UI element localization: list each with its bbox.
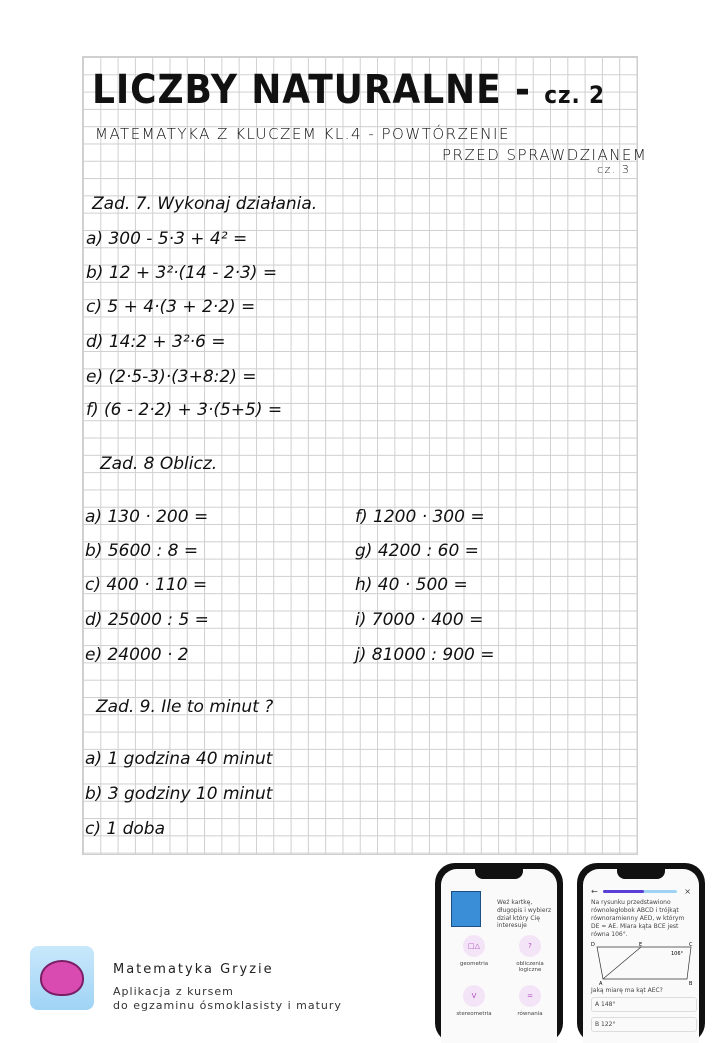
task9-item: c) 1 doba bbox=[85, 819, 166, 839]
svg-text:C: C bbox=[689, 942, 693, 948]
task8-heading: Zad. 8 Oblicz. bbox=[100, 454, 218, 474]
close-icon[interactable]: × bbox=[684, 887, 691, 896]
task8-item: g) 4200 : 60 = bbox=[355, 541, 479, 561]
parallelogram-figure bbox=[591, 941, 695, 985]
task8-item: c) 400 · 110 = bbox=[85, 575, 208, 595]
page-title: LICZBY NATURALNE - cz. 2 bbox=[92, 67, 605, 113]
question-prompt: Jaką miarę ma kąt AEC? bbox=[591, 987, 663, 994]
category-label[interactable]: stereometria bbox=[456, 1011, 492, 1017]
task7-item: e) (2·5-3)·(3+8:2) = bbox=[86, 367, 257, 387]
answer-option[interactable]: B 122° bbox=[591, 1017, 697, 1032]
task7-item: c) 5 + 4·(3 + 2·2) = bbox=[86, 297, 256, 317]
back-arrow-icon[interactable]: ← bbox=[591, 887, 598, 896]
task7-item: d) 14:2 + 3²·6 = bbox=[86, 332, 226, 352]
task8-item: i) 7000 · 400 = bbox=[355, 610, 484, 630]
logic-icon[interactable]: ? bbox=[519, 935, 541, 957]
task8-item: j) 81000 : 900 = bbox=[355, 645, 495, 665]
task9-heading: Zad. 9. Ile to minut ? bbox=[96, 697, 274, 717]
task7-item: a) 300 - 5·3 + 4² = bbox=[86, 229, 248, 249]
task8-item: a) 130 · 200 = bbox=[85, 507, 209, 527]
subtitle: MATEMATYKA Z KLUCZEM KL.4 - POWTÓRZENIE bbox=[95, 125, 510, 143]
task8-item: f) 1200 · 300 = bbox=[355, 507, 485, 527]
task8-item: h) 40 · 500 = bbox=[355, 575, 468, 595]
svg-text:A: A bbox=[599, 981, 603, 985]
task8-item: d) 25000 : 5 = bbox=[85, 610, 209, 630]
stereometry-icon[interactable]: V bbox=[463, 985, 485, 1007]
geometry-icon[interactable]: □△ bbox=[463, 935, 485, 957]
svg-text:E: E bbox=[639, 942, 643, 948]
notebook-icon bbox=[451, 891, 481, 927]
task9-item: a) 1 godzina 40 minut bbox=[85, 749, 273, 769]
svg-text:D: D bbox=[591, 942, 595, 948]
task7-item: b) 12 + 3²·(14 - 2·3) = bbox=[86, 263, 278, 283]
subtitle-part: cz. 3 bbox=[597, 163, 631, 176]
task7-heading: Zad. 7. Wykonaj działania. bbox=[92, 194, 318, 214]
answer-option[interactable]: A 148° bbox=[591, 997, 697, 1012]
task8-item: e) 24000 · 2 bbox=[85, 645, 189, 665]
brand-name: Matematyka Gryzie bbox=[113, 962, 274, 977]
category-label[interactable]: geometria bbox=[459, 961, 489, 967]
task9-item: b) 3 godziny 10 minut bbox=[85, 784, 273, 804]
phone-mockup-question bbox=[577, 863, 705, 1043]
question-text: Na rysunku przedstawiono równoległobok ABCD i trójkąt równoramienny AED, w którym DE = AE. Miara kąta BCE jest równa 106°. bbox=[591, 899, 685, 939]
category-label[interactable]: równania bbox=[517, 1011, 543, 1017]
tagline: Aplikacja z kursem bbox=[113, 985, 234, 998]
equations-icon[interactable]: = bbox=[519, 985, 541, 1007]
intro-text: Weź kartkę, długopis i wybierz dział który Cię interesuje bbox=[497, 899, 552, 930]
progress-bar bbox=[603, 890, 677, 893]
subtitle-2: PRZED SPRAWDZIANEM bbox=[442, 146, 648, 164]
app-logo bbox=[30, 946, 94, 1010]
task8-item: b) 5600 : 8 = bbox=[85, 541, 199, 561]
task7-item: f) (6 - 2·2) + 3·(5+5) = bbox=[86, 400, 283, 420]
svg-text:106°: 106° bbox=[671, 951, 684, 957]
category-label[interactable]: obliczenia logiczne bbox=[516, 961, 544, 973]
svg-text:B: B bbox=[689, 981, 693, 985]
phone-mockup-categories bbox=[435, 863, 563, 1043]
brain-icon bbox=[40, 960, 84, 996]
tagline: do egzaminu ósmoklasisty i matury bbox=[113, 999, 342, 1012]
